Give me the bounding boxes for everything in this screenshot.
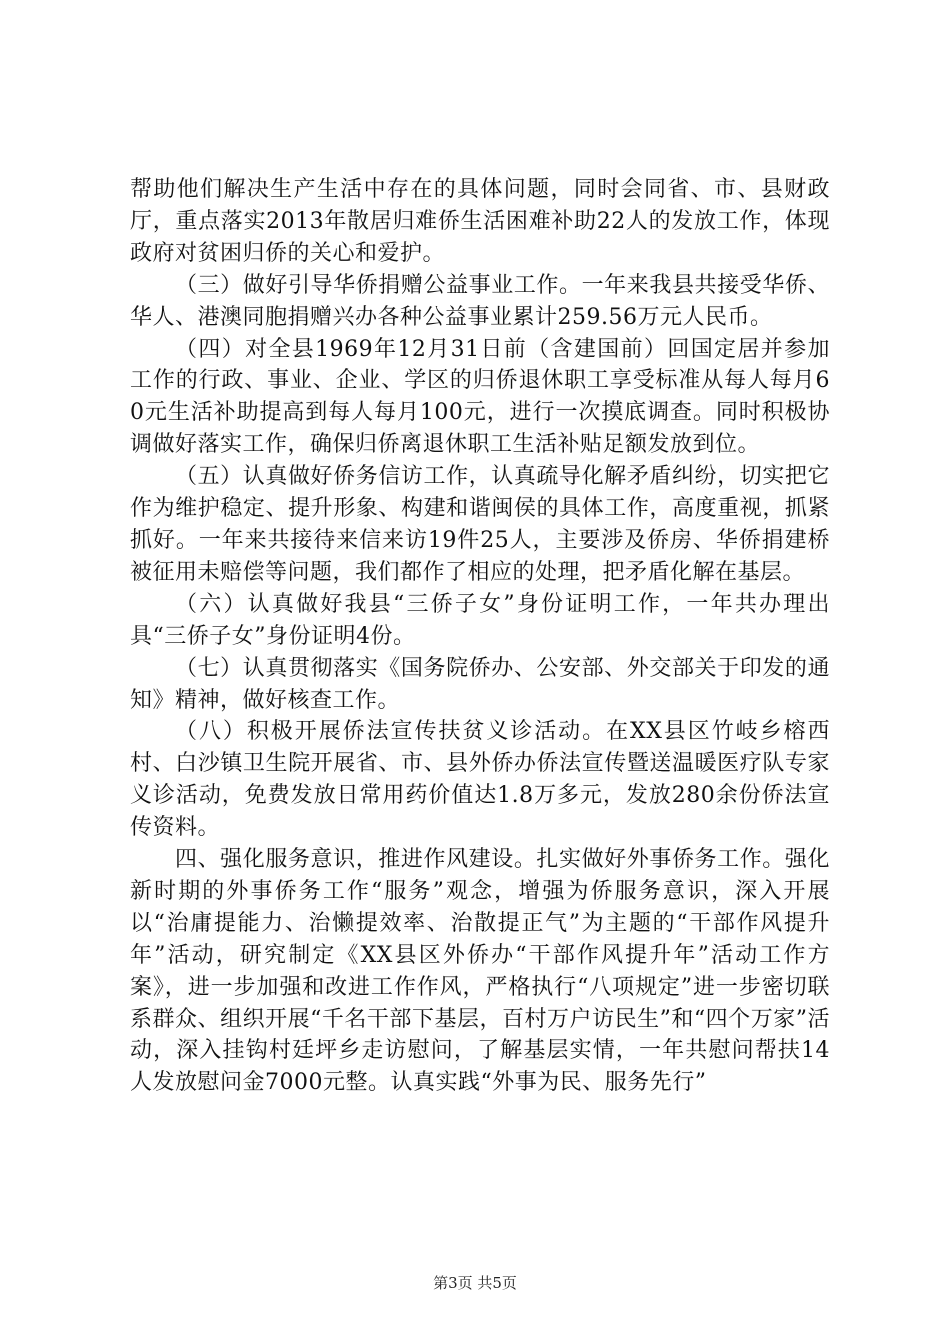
paragraph-7: （八）积极开展侨法宣传扶贫义诊活动。在XX县区竹岐乡榕西村、白沙镇卫生院开展省、市、县外侨办侨法宣传暨送温暖医疗队专家义诊活动，免费发放日常用药价值达1.8万多元，发放280余份侨法宣传资料。 xyxy=(130,719,830,841)
paragraph-4: （五）认真做好侨务信访工作，认真疏导化解矛盾纠纷，切实把它作为维护稳定、提升形象、构建和谐闽侯的具体工作，高度重视，抓紧抓好。一年来共接待来信来访19件25人，主要涉及侨房、华侨捐建桥被征用未赔偿等问题，我们都作了相应的处理，把矛盾化解在基层。 xyxy=(130,464,830,585)
paragraph-8: 四、强化服务意识，推进作风建设。扎实做好外事侨务工作。强化新时期的外事侨务工作“服务”观念，增强为侨服务意识，深入开展以“治庸提能力、治懒提效率、治散提正气”为主题的“干部作风提升年”活动，研究制定《XX县区外侨办“干部作风提升年”活动工作方案》，进一步加强和改进工作作风，严格执行“八项规定”进一步密切联系群众、组织开展“千名干部下基层，百村万户访民生”和“四个万家”活动，深入挂钩村廷坪乡走访慰问，了解基层实情，一年共慰问帮扶14人发放慰问金7000元整。认真实践“外事为民、服务先行” xyxy=(130,847,830,1096)
paragraph-3: （四）对全县1969年12月31日前（含建国前）回国定居并参加工作的行政、事业、企业、学区的归侨退休职工享受标准从每人每月60元生活补助提高到每人每月100元，进行一次摸底调查。同时积极协调做好落实工作，确保归侨离退休职工生活补贴足额发放到位。 xyxy=(130,336,830,458)
paragraph-1: 帮助他们解决生产生活中存在的具体问题，同时会同省、市、县财政厅，重点落实2013年散居归难侨生活困难补助22人的发放工作，体现政府对贫困归侨的关心和爱护。 xyxy=(130,177,830,266)
page-footer xyxy=(0,1273,950,1293)
paragraph-2: （三）做好引导华侨捐赠公益事业工作。一年来我县共接受华侨、华人、港澳同胞捐赠兴办各种公益事业累计259.56万元人民币。 xyxy=(130,272,830,330)
document-body xyxy=(130,174,830,1099)
paragraph-6: （七）认真贯彻落实《国务院侨办、公安部、外交部关于印发的通知》精神，做好核查工作。 xyxy=(130,655,830,713)
page-number-label: 第3页 共5页 xyxy=(433,1274,517,1292)
paragraph-5: （六）认真做好我县“三侨子女”身份证明工作，一年共办理出具“三侨子女”身份证明4份。 xyxy=(130,591,830,649)
